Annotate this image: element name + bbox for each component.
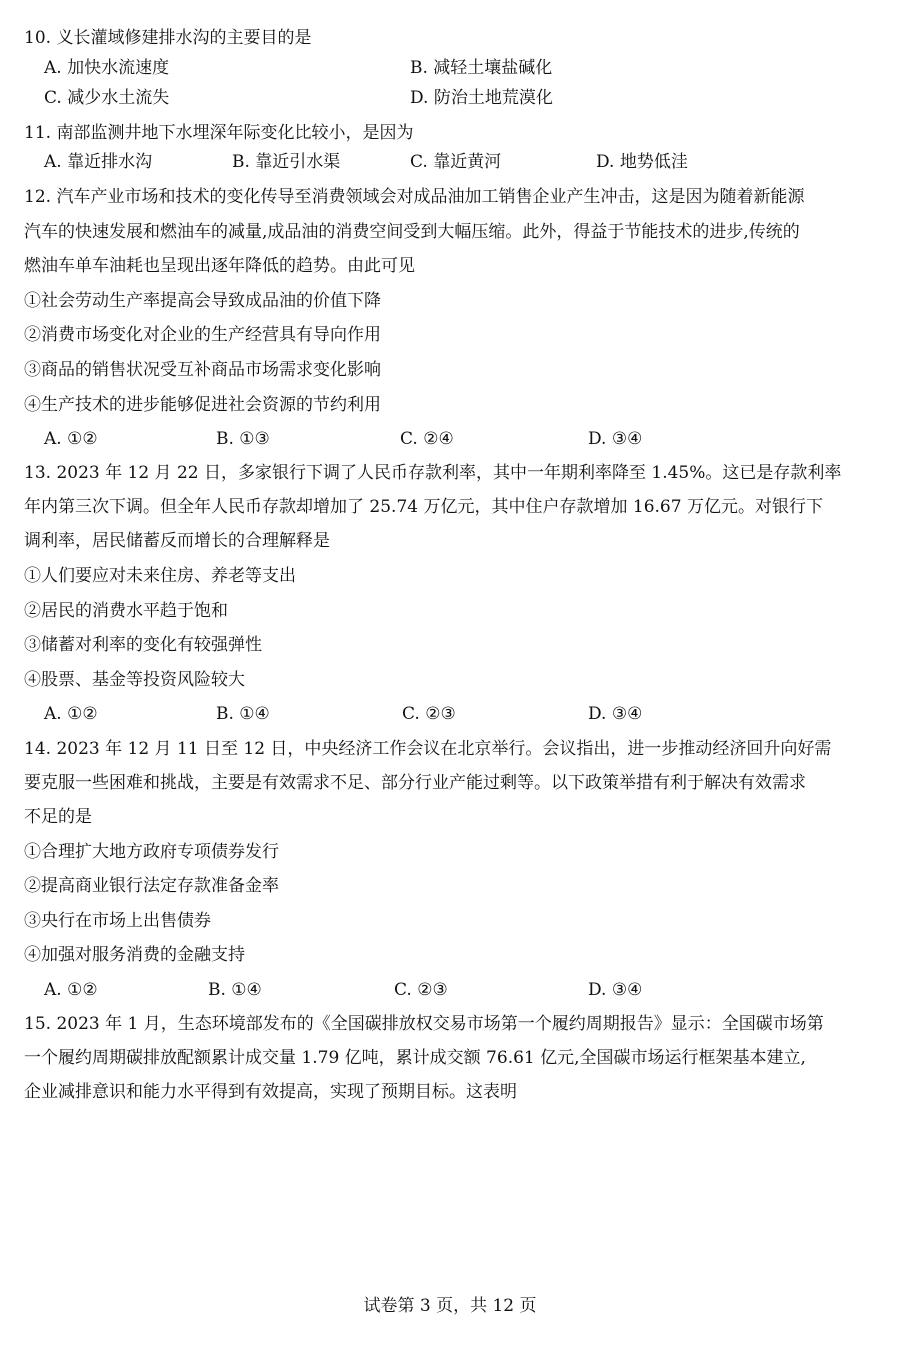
question-12-stem-line-1: 12. 汽车产业市场和技术的变化传导至消费领域会对成品油加工销售企业产生冲击，这是因为随着新能源 <box>24 187 805 207</box>
question-14-statement-3: ③央行在市场上出售债券 <box>24 911 211 931</box>
question-13-statement-1: ①人们要应对未来住房、养老等支出 <box>24 566 296 586</box>
question-10-options-row-1 <box>44 56 878 80</box>
question-10-options-row-2 <box>44 86 878 110</box>
question-13-statement-2: ②居民的消费水平趋于饱和 <box>24 601 228 621</box>
question-14-stem-line-2: 要克服一些困难和挑战，主要是有效需求不足、部分行业产能过剩等。以下政策举措有利于解决有效需求 <box>24 773 806 793</box>
option-c: C. ②④ <box>400 429 454 449</box>
question-15-stem-line-3: 企业减排意识和能力水平得到有效提高，实现了预期目标。这表明 <box>24 1082 517 1102</box>
option-a: A. 加快水流速度 <box>44 58 170 78</box>
question-15-stem-line-2: 一个履约周期碳排放配额累计成交量 1.79 亿吨，累计成交额 76.61 亿元,全国碳市场运行框架基本建立, <box>24 1048 806 1068</box>
question-12-statement-2: ②消费市场变化对企业的生产经营具有导向作用 <box>24 325 381 345</box>
option-c: C. 减少水土流失 <box>44 88 170 108</box>
option-b: B. 靠近引水渠 <box>232 152 341 172</box>
question-13-statement-3: ③储蓄对利率的变化有较强弹性 <box>24 635 262 655</box>
question-14-statement-4: ④加强对服务消费的金融支持 <box>24 945 245 965</box>
page-footer: 试卷第 3 页，共 12 页 <box>363 1296 537 1316</box>
option-d: D. ③④ <box>588 704 643 724</box>
question-14-statement-1: ①合理扩大地方政府专项债券发行 <box>24 842 279 862</box>
question-13-stem-line-3: 调利率，居民储蓄反而增长的合理解释是 <box>24 531 330 551</box>
option-a: A. ①② <box>44 980 98 1000</box>
option-c: C. ②③ <box>394 980 448 1000</box>
option-b: B. ①④ <box>216 704 270 724</box>
question-13-stem-line-2: 年内第三次下调。但全年人民币存款却增加了 25.74 万亿元，其中住户存款增加 16.67 万亿元。对银行下 <box>24 497 823 517</box>
question-13-stem-line-1: 13. 2023 年 12 月 22 日，多家银行下调了人民币存款利率，其中一年期利率降至 1.45%。这已是存款利率 <box>24 463 842 483</box>
option-b: B. ①③ <box>216 429 270 449</box>
option-a: A. ①② <box>44 704 98 724</box>
question-11-stem: 11. 南部监测井地下水埋深年际变化比较小，是因为 <box>24 123 414 143</box>
question-11-options <box>44 150 878 174</box>
option-b: B. 减轻土壤盐碱化 <box>410 58 553 78</box>
question-12-statement-4: ④生产技术的进步能够促进社会资源的节约利用 <box>24 395 381 415</box>
question-14-options <box>44 978 878 1002</box>
question-12-stem-line-2: 汽车的快速发展和燃油车的减量,成品油的消费空间受到大幅压缩。此外，得益于节能技术的进步,传统的 <box>24 222 800 242</box>
option-a: A. 靠近排水沟 <box>44 152 153 172</box>
question-12-statement-3: ③商品的销售状况受互补商品市场需求变化影响 <box>24 360 381 380</box>
question-14-statement-2: ②提高商业银行法定存款准备金率 <box>24 876 279 896</box>
question-14-stem-line-3: 不足的是 <box>24 807 92 827</box>
question-13-options <box>44 702 878 726</box>
question-12-options <box>44 427 878 451</box>
option-a: A. ①② <box>44 429 98 449</box>
question-12-stem-line-3: 燃油车单车油耗也呈现出逐年降低的趋势。由此可见 <box>24 256 415 276</box>
question-14-stem-line-1: 14. 2023 年 12 月 11 日至 12 日，中央经济工作会议在北京举行。会议指出，进一步推动经济回升向好需 <box>24 739 832 759</box>
option-d: D. ③④ <box>588 429 643 449</box>
question-15-stem-line-1: 15. 2023 年 1 月，生态环境部发布的《全国碳排放权交易市场第一个履约周期报告》显示：全国碳市场第 <box>24 1014 824 1034</box>
question-13-statement-4: ④股票、基金等投资风险较大 <box>24 670 245 690</box>
option-c: C. ②③ <box>402 704 456 724</box>
option-b: B. ①④ <box>208 980 262 1000</box>
option-d: D. 防治土地荒漠化 <box>410 88 553 108</box>
option-d: D. 地势低洼 <box>596 152 688 172</box>
option-c: C. 靠近黄河 <box>410 152 502 172</box>
question-12-statement-1: ①社会劳动生产率提高会导致成品油的价值下降 <box>24 291 381 311</box>
question-10-stem: 10. 义长灌域修建排水沟的主要目的是 <box>24 28 312 48</box>
option-d: D. ③④ <box>588 980 643 1000</box>
